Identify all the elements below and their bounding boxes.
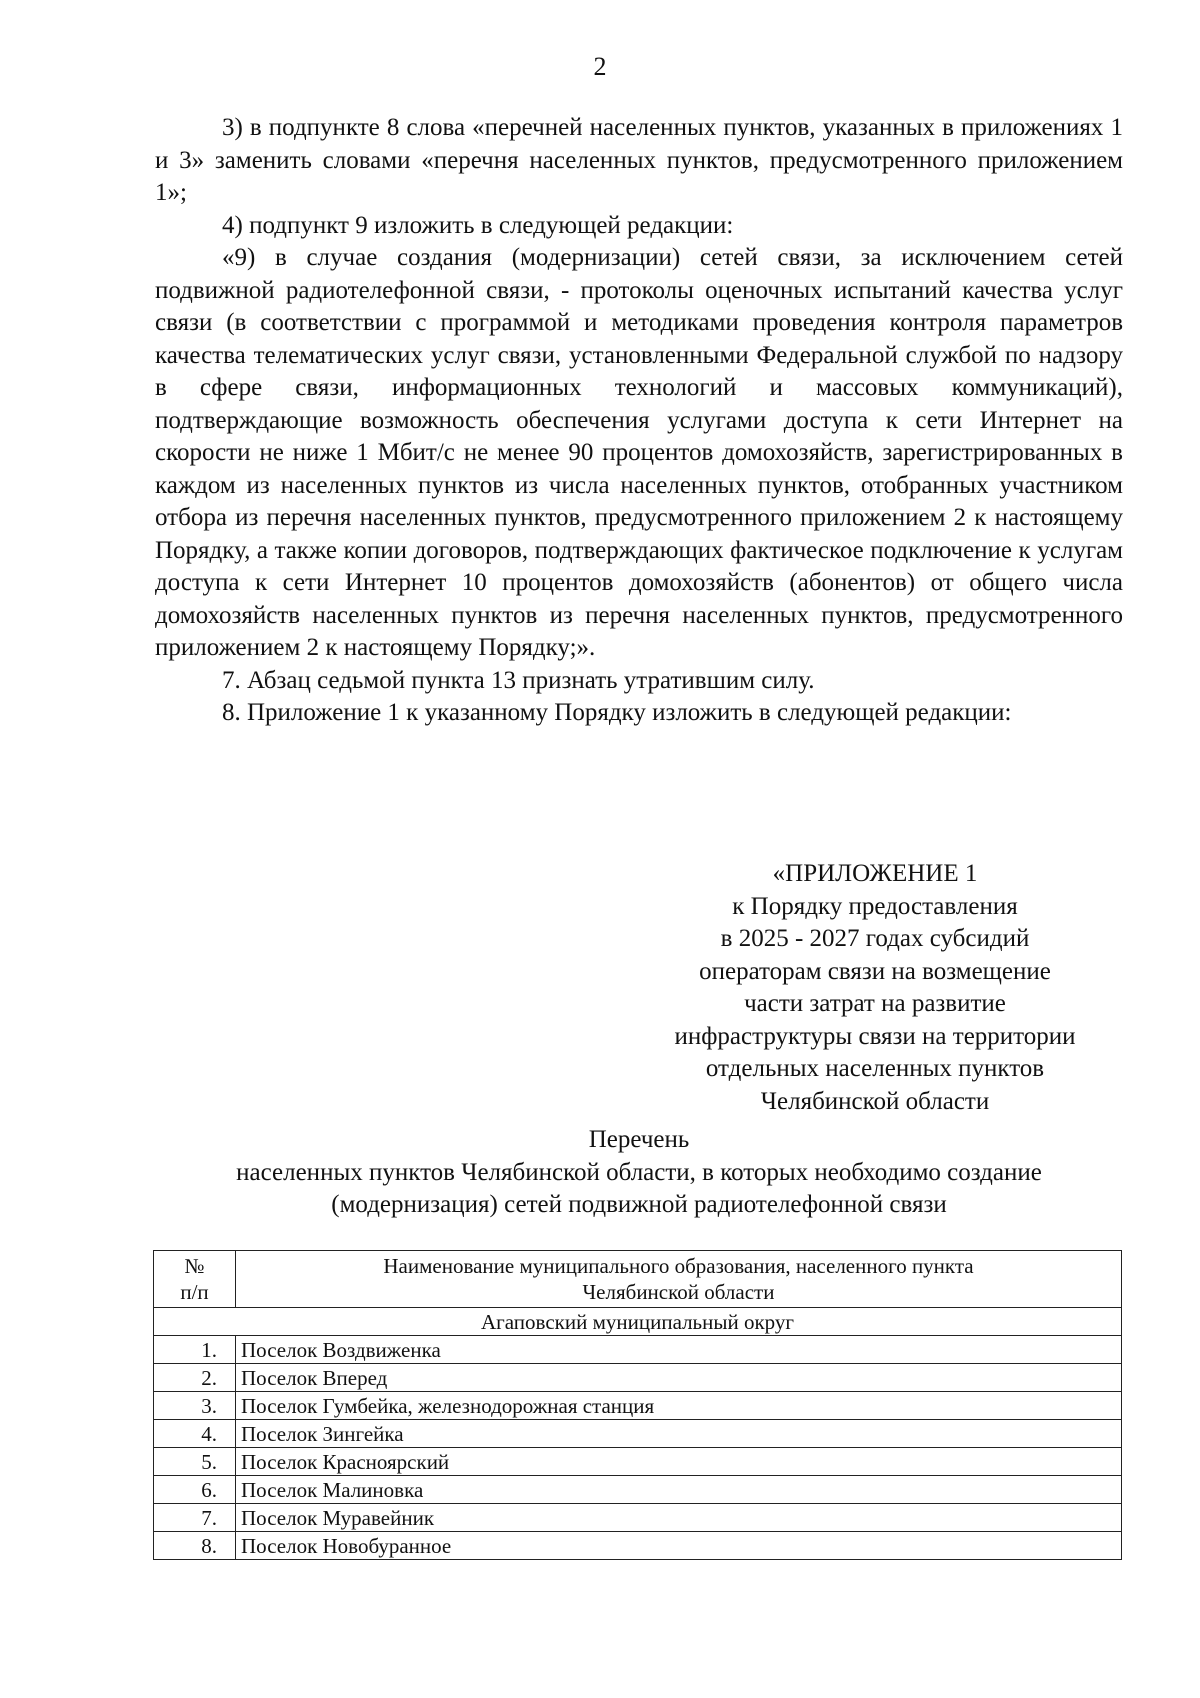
- appendix-line: в 2025 - 2027 годах субсидий: [720, 925, 1030, 952]
- settlement-name: Поселок Новобуранное: [236, 1532, 1122, 1560]
- appendix-line: операторам связи на возмещение: [699, 957, 1051, 985]
- settlement-name: Поселок Красноярский: [236, 1448, 1122, 1476]
- appendix-line: «ПРИЛОЖЕНИЕ 1: [772, 860, 978, 887]
- paragraph-subitem-9-text: «9) в случае создания (модернизации) сетей связи, за исключением сетей подвижной радиотелефонной связи, - протоколы оценочных испытаний качества услуг связи (в соответствии с программой и методиками проведения контроля параметров качества телематических услуг связи, установленными Федеральной службой по надзору в сфере связи, информационных технологий и массовых коммуникаций), подтверждающие возможность обеспечения услугами доступа к сети Интернет на скорости не ниже 1 Мбит/с не менее 90 процентов домохозяйств, зарегистрированных в каждом из населенных пунктов из числа населенных пунктов, отобранных участником отбора из перечня населенных пунктов, предусмотренного приложением 2 к настоящему Порядку, а также копии договоров, подтверждающих фактическое подключение к услугам доступа к сети Интернет 10 процентов домохозяйств (абонентов) от общего числа домохозяйств населенных пунктов из перечня населенных пунктов, предусмотренного приложением 2 к настоящему Порядку;».: [155, 244, 1123, 661]
- row-number: 3.: [154, 1392, 236, 1420]
- settlement-name: Поселок Вперед: [236, 1364, 1122, 1392]
- header-name-line: Челябинской области: [582, 1280, 775, 1304]
- settlement-name: Поселок Воздвиженка: [236, 1336, 1122, 1364]
- appendix-line: отдельных населенных пунктов: [705, 1055, 1045, 1082]
- header-num-cell: [154, 1251, 236, 1308]
- header-num-symbol: №: [184, 1254, 205, 1278]
- list-title-line: Перечень: [588, 1126, 690, 1153]
- list-title-line: населенных пунктов Челябинской области, в которых необходимо создание: [236, 1158, 1042, 1186]
- group-name: Агаповский муниципальный округ: [154, 1308, 1122, 1336]
- paragraph-subitem-3: 3) в подпункте 8 слова «перечней населенных пунктов, указанных в приложениях 1 и 3» заменить словами «перечня населенных пунктов, предусмотренного приложением 1»;: [155, 114, 1123, 206]
- appendix-header: [640, 858, 1110, 1118]
- table-row: [154, 1364, 1122, 1392]
- appendix-line: части затрат на развитие: [744, 990, 1006, 1017]
- list-title-line: (модернизация) сетей подвижной радиотелефонной связи: [331, 1191, 947, 1218]
- row-number: 6.: [154, 1476, 236, 1504]
- header-name-cell: [236, 1251, 1122, 1308]
- settlement-name: Поселок Малиновка: [236, 1476, 1122, 1504]
- header-name-line: Наименование муниципального образования, населенного пункта: [383, 1254, 974, 1278]
- list-title: [155, 1124, 1123, 1222]
- page-number: 2: [593, 52, 607, 81]
- paragraph-item-8: 8. Приложение 1 к указанному Порядку изложить в следующей редакции:: [222, 699, 1012, 726]
- appendix-line: Челябинской области: [760, 1087, 990, 1115]
- row-number: 1.: [154, 1336, 236, 1364]
- table-row: [154, 1476, 1122, 1504]
- body-text: [155, 112, 1123, 730]
- table-row: [154, 1448, 1122, 1476]
- paragraph-item-7: 7. Абзац седьмой пункта 13 признать утратившим силу.: [222, 666, 815, 694]
- settlement-name: Поселок Гумбейка, железнодорожная станция: [236, 1392, 1122, 1420]
- appendix-line: к Порядку предоставления: [732, 892, 1018, 920]
- settlement-name: Поселок Зингейка: [236, 1420, 1122, 1448]
- settlements-table: [153, 1250, 1122, 1560]
- settlement-name: Поселок Муравейник: [236, 1504, 1122, 1532]
- table-row: [154, 1532, 1122, 1560]
- header-num-label: п/п: [180, 1280, 209, 1304]
- row-number: 8.: [154, 1532, 236, 1560]
- table-row: [154, 1420, 1122, 1448]
- group-row: [154, 1308, 1122, 1336]
- table-row: [154, 1336, 1122, 1364]
- row-number: 7.: [154, 1504, 236, 1532]
- table-header-row: [154, 1251, 1122, 1308]
- table-row: [154, 1392, 1122, 1420]
- row-number: 4.: [154, 1420, 236, 1448]
- row-number: 5.: [154, 1448, 236, 1476]
- appendix-line: инфраструктуры связи на территории: [674, 1022, 1076, 1050]
- table-row: [154, 1504, 1122, 1532]
- row-number: 2.: [154, 1364, 236, 1392]
- paragraph-subitem-4: 4) подпункт 9 изложить в следующей редакции:: [222, 211, 734, 239]
